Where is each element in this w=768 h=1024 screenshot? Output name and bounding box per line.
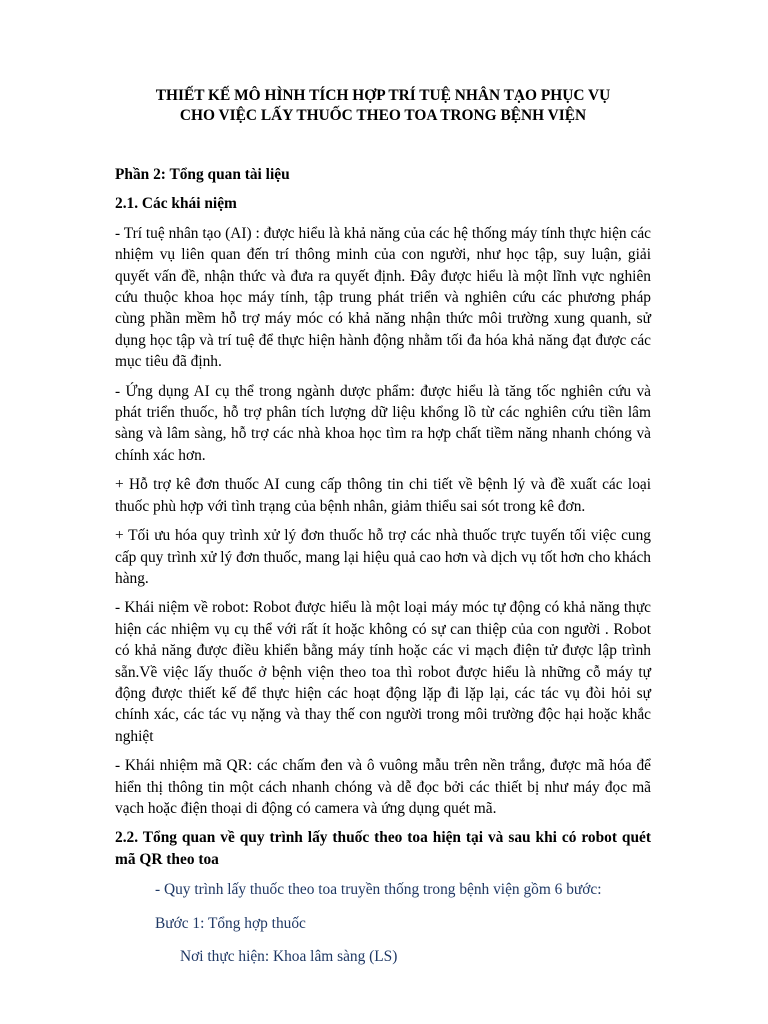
title-line-2: CHO VIỆC LẤY THUỐC THEO TOA TRONG BỆNH VIỆN	[179, 107, 587, 124]
paragraph-process-optimization: + Tối ưu hóa quy trình xử lý đơn thuốc hỗ trợ các nhà thuốc trực tuyến tối việc cung cấp quy trình xử lý đơn thuốc, mang lại hiệu quả cao hơn và dịch vụ tốt hơn cho khách hàng.	[115, 527, 651, 587]
paragraph-ai-pharma: - Ứng dụng AI cụ thể trong ngành dược phẩm: được hiểu là tăng tốc nghiên cứu và phát triển thuốc, hỗ trợ phân tích lượng dữ liệu khổng lồ từ các nghiên cứu tiền lâm sàng và lâm sàng, hỗ trợ các nhà khoa học tìm ra hợp chất tiềm năng nhanh chóng và chính xác hơn.	[115, 382, 651, 464]
paragraph-qr-definition: - Khái nhiệm mã QR: các chấm đen và ô vuông mẫu trên nền trắng, được mã hóa để hiển thị thông tin một cách nhanh chóng và dễ đọc bởi các thiết bị như máy đọc mã vạch hoặc điện thoại di động có camera và ứng dụng quét mã.	[115, 757, 651, 817]
step-1-location: Nơi thực hiện: Khoa lâm sàng (LS)	[180, 948, 398, 965]
step-1-label: Bước 1: Tổng hợp thuốc	[155, 914, 306, 932]
paragraph-ai-definition: - Trí tuệ nhân tạo (AI) : được hiểu là khả năng của các hệ thống máy tính thực hiện các nhiệm vụ liên quan đến trí thông minh của con người, như học tập, suy luận, giải quyết vấn đề, nhận thức và đưa ra quyết định. Đây được hiểu là một lĩnh vực nghiên cứu thuộc khoa học máy tính, tập trung phát triển và nghiên cứu các phương pháp cùng phần mềm hỗ trợ máy móc có khả năng nhận thức môi trường xung quanh, sử dụng học tập và trí tuệ để thực hiện hành động nhằm tối đa hóa khả năng đạt được các mục tiêu đã định.	[115, 224, 651, 371]
paragraph-prescription-support: + Hỗ trợ kê đơn thuốc AI cung cấp thông tin chi tiết về bệnh lý và đề xuất các loại thuốc phù hợp với tình trạng của bệnh nhân, giảm thiểu sai sót trong kê đơn.	[115, 476, 651, 515]
document-page	[115, 86, 651, 967]
section-heading-2-1: 2.1. Các khái niệm	[115, 195, 237, 213]
document-title	[115, 86, 651, 126]
title-line-1: THIẾT KẾ MÔ HÌNH TÍCH HỢP TRÍ TUỆ NHÂN TẠO PHỤC VỤ	[155, 87, 611, 104]
process-intro: - Quy trình lấy thuốc theo toa truyền thống trong bệnh viện gồm 6 bước:	[155, 881, 602, 899]
part-heading: Phần 2: Tổng quan tài liệu	[115, 166, 290, 183]
section-heading-2-2: 2.2. Tổng quan về quy trình lấy thuốc theo toa hiện tại và sau khi có robot quét mã QR theo toa	[115, 829, 651, 868]
paragraph-robot-definition: - Khái niệm về robot: Robot được hiểu là một loại máy móc tự động có khả năng thực hiện các nhiệm vụ cụ thể với rất ít hoặc không có sự can thiệp của con người . Robot có khả năng được điều khiển bằng máy tính hoặc các vi mạch điện tử được lập trình sẵn.Về việc lấy thuốc ở bệnh viện theo toa thì robot được hiểu là những cỗ máy tự động được thiết kế để thực hiện các hoạt động lặp đi lặp lại, các tác vụ đòi hỏi sự chính xác, các tác vụ nặng và thay thế con người trong môi trường độc hại hoặc khắc nghiệt	[115, 599, 651, 745]
